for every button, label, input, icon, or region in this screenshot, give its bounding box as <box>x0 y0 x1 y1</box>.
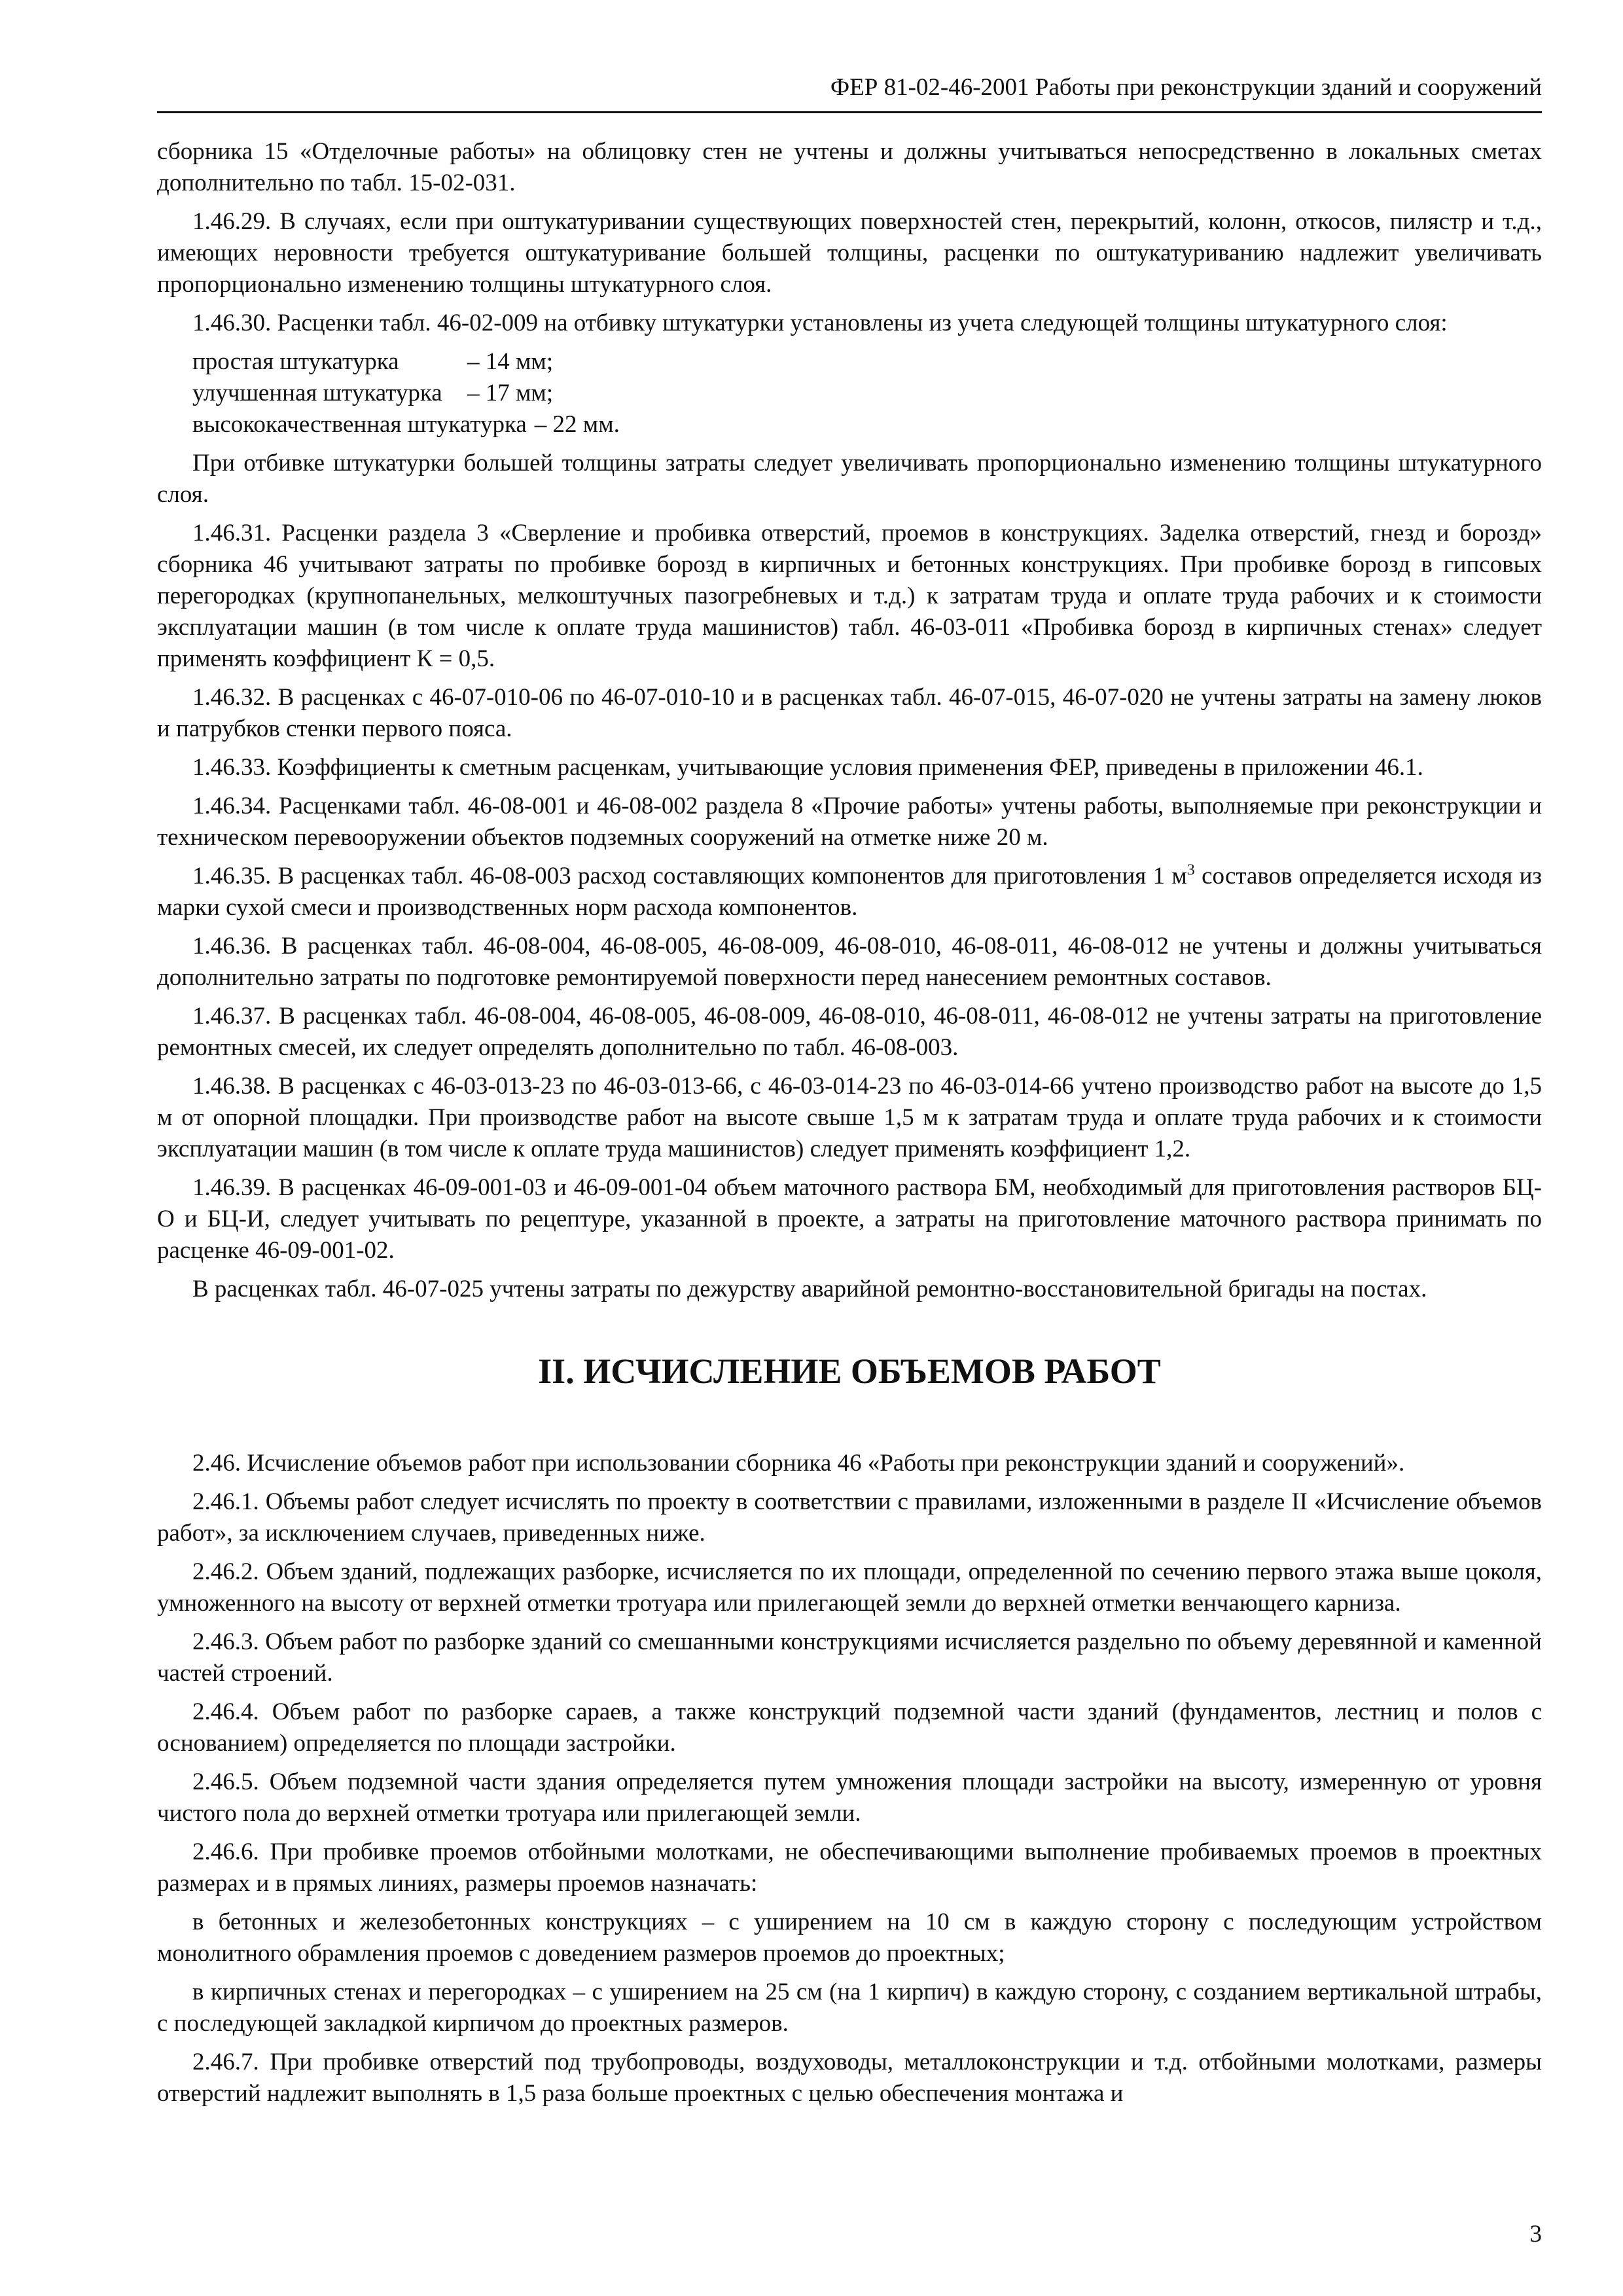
paragraph-emergency-duty: В расценках табл. 46-07-025 учтены затраты по дежурству аварийной ремонтно-восстановительной бригады на постах. <box>192 1276 1427 1302</box>
paragraph-1-46-35 <box>157 861 1542 924</box>
paragraph-1-46-38: 1.46.38. В расценках с 46-03-013-23 по 46-03-013-66, с 46-03-014-23 по 46-03-014-66 учтено производство работ на высоте до 1,5 м от опорной площадки. При производстве работ на высоте свыше 1,5 м к затратам труда и оплате труда рабочих и к стоимости эксплуатации машин (в том числе к оплате труда машинистов) следует применять коэффициент 1,2. <box>157 1073 1542 1162</box>
paragraph-1-46-36: 1.46.36. В расценках табл. 46-08-004, 46-08-005, 46-08-009, 46-08-010, 46-08-011, 46-08-012 не учтены и должны учитываться дополнительно затраты по подготовке ремонтируемой поверхности перед нанесением ремонтных составов. <box>157 933 1542 991</box>
paragraph-2-46-1: 2.46.1. Объемы работ следует исчислять по проекту в соответствии с правилами, изложенными в разделе II «Исчисление объемов работ», за исключением случаев, приведенных ниже. <box>157 1488 1542 1547</box>
paragraph-brick-openings: в кирпичных стенах и перегородках – с уширением на 25 см (на 1 кирпич) в каждую сторону, с созданием вертикальной штрабы, с последующей закладкой кирпичом до проектных размеров. <box>157 1979 1542 2037</box>
paragraph-2-46-3: 2.46.3. Объем работ по разборке зданий со смешанными конструкциями исчисляется раздельно по объему деревянной и каменной частей строений. <box>157 1628 1542 1687</box>
paragraph-2-46-4: 2.46.4. Объем работ по разборке сараев, а также конструкций подземной части зданий (фундаментов, лестниц и полов с основанием) определяется по площади застройки. <box>157 1698 1542 1757</box>
list-item-label: высококачественная штукатурка <box>192 411 527 438</box>
paragraph-1-46-35-text-b: составов определяется исходя из марки сухой смеси и производственных норм расхода компонентов. <box>157 863 1542 921</box>
paragraph-1-46-35-text-a: 1.46.35. В расценках табл. 46-08-003 расход составляющих компонентов для приготовления 1 м <box>192 863 1187 889</box>
list-item-label: простая штукатурка <box>192 348 399 375</box>
list-item <box>192 378 1542 409</box>
list-item-value: – 17 мм; <box>467 380 554 406</box>
list-item-value: – 22 мм. <box>534 411 620 438</box>
page-content <box>157 136 1542 2117</box>
header-title: ФЕР 81-02-46-2001 Работы при реконструкции зданий и сооружений <box>830 74 1542 101</box>
list-item <box>192 409 1542 440</box>
paragraph-continued: сборника 15 «Отделочные работы» на облицовку стен не учтены и должны учитываться непосредственно в локальных сметах дополнительно по табл. 15-02-031. <box>157 138 1542 196</box>
paragraph-2-46-5: 2.46.5. Объем подземной части здания определяется путем умножения площади застройки на высоту, измеренную от уровня чистого пола до верхней отметки тротуара или прилегающей земли. <box>157 1768 1542 1827</box>
list-item-label: улучшенная штукатурка <box>192 380 442 406</box>
paragraph-1-46-34: 1.46.34. Расценками табл. 46-08-001 и 46-08-002 раздела 8 «Прочие работы» учтены работы, выполняемые при реконструкции и техническом перевооружении объектов подземных сооружений на отметке ниже 20 м. <box>157 793 1542 851</box>
paragraph-1-46-31: 1.46.31. Расценки раздела 3 «Сверление и пробивка отверстий, проемов в конструкциях. Заделка отверстий, гнезд и борозд» сборника 46 учитывают затраты по пробивке борозд в кирпичных и бетонных конструкциях. При пробивке борозд в гипсовых перегородках (крупнопанельных, мелкоштучных пазогребневых и т.д.) к затратам труда и оплате труда рабочих и к стоимости эксплуатации машин (в том числе к оплате труда машинистов) табл. 46-03-011 «Пробивка борозд в кирпичных стенах» следует применять коэффициент К = 0,5. <box>157 520 1542 672</box>
paragraph-1-46-29: 1.46.29. В случаях, если при оштукатуривании существующих поверхностей стен, перекрытий, колонн, откосов, пилястр и т.д., имеющих неровности требуется оштукатуривание большей толщины, расценки по оштукатуриванию надлежит увеличивать пропорционально изменению толщины штукатурного слоя. <box>157 208 1542 298</box>
paragraph-2-46: 2.46. Исчисление объемов работ при использовании сборника 46 «Работы при реконструкции зданий и сооружений». <box>192 1450 1405 1477</box>
paragraph-1-46-33: 1.46.33. Коэффициенты к сметным расценкам, учитывающие условия применения ФЕР, приведены в приложении 46.1. <box>192 754 1423 781</box>
paragraph-2-46-7: 2.46.7. При пробивке отверстий под трубопроводы, воздуховоды, металлоконструкции и т.д. отбойными молотками, размеры отверстий надлежит выполнять в 1,5 раза больше проектных с целью обеспечения монтажа и <box>157 2049 1542 2107</box>
paragraph-1-46-37: 1.46.37. В расценках табл. 46-08-004, 46-08-005, 46-08-009, 46-08-010, 46-08-011, 46-08-012 не учтены затраты на приготовление ремонтных смесей, их следует определять дополнительно по табл. 46-08-003. <box>157 1003 1542 1061</box>
plaster-thickness-list <box>192 346 1542 440</box>
section-heading: II. ИСЧИСЛЕНИЕ ОБЪЕМОВ РАБОТ <box>538 1352 1161 1391</box>
paragraph-2-46-2: 2.46.2. Объем зданий, подлежащих разборке, исчисляется по их площади, определенной по сечению первого этажа выше цоколя, умноженного на высоту от верхней отметки тротуара или прилегающей земли до верхней отметки венчающего карниза. <box>157 1558 1542 1617</box>
list-item <box>192 346 1542 378</box>
page-number: 3 <box>1529 2221 1542 2248</box>
list-item-value: – 14 мм; <box>467 348 554 375</box>
superscript-exponent: 3 <box>1186 861 1195 879</box>
paragraph-1-46-32: 1.46.32. В расценках с 46-07-010-06 по 46-07-010-10 и в расценках табл. 46-07-015, 46-07-020 не учтены затраты на замену люков и патрубков стенки первого пояса. <box>157 684 1542 742</box>
paragraph-1-46-30: 1.46.30. Расценки табл. 46-02-009 на отбивку штукатурки установлены из учета следующей толщины штукатурного слоя: <box>192 310 1448 336</box>
running-header <box>157 68 1542 113</box>
paragraph-thicker-plaster: При отбивке штукатурки большей толщины затраты следует увеличивать пропорционально изменению толщины штукатурного слоя. <box>157 450 1542 508</box>
paragraph-1-46-39: 1.46.39. В расценках 46-09-001-03 и 46-09-001-04 объем маточного раствора БМ, необходимый для приготовления растворов БЦ-О и БЦ-И, следует учитывать по рецептуре, указанной в проекте, а затраты на приготовление маточного раствора принимать по расценке 46-09-001-02. <box>157 1174 1542 1264</box>
paragraph-2-46-6: 2.46.6. При пробивке проемов отбойными молотками, не обеспечивающими выполнение пробиваемых проемов в проектных размерах и в прямых линиях, размеры проемов назначать: <box>157 1839 1542 1897</box>
paragraph-concrete-openings: в бетонных и железобетонных конструкциях – с уширением на 10 см в каждую сторону с последующим устройством монолитного обрамления проемов с доведением размеров проемов до проектных; <box>157 1909 1542 1967</box>
